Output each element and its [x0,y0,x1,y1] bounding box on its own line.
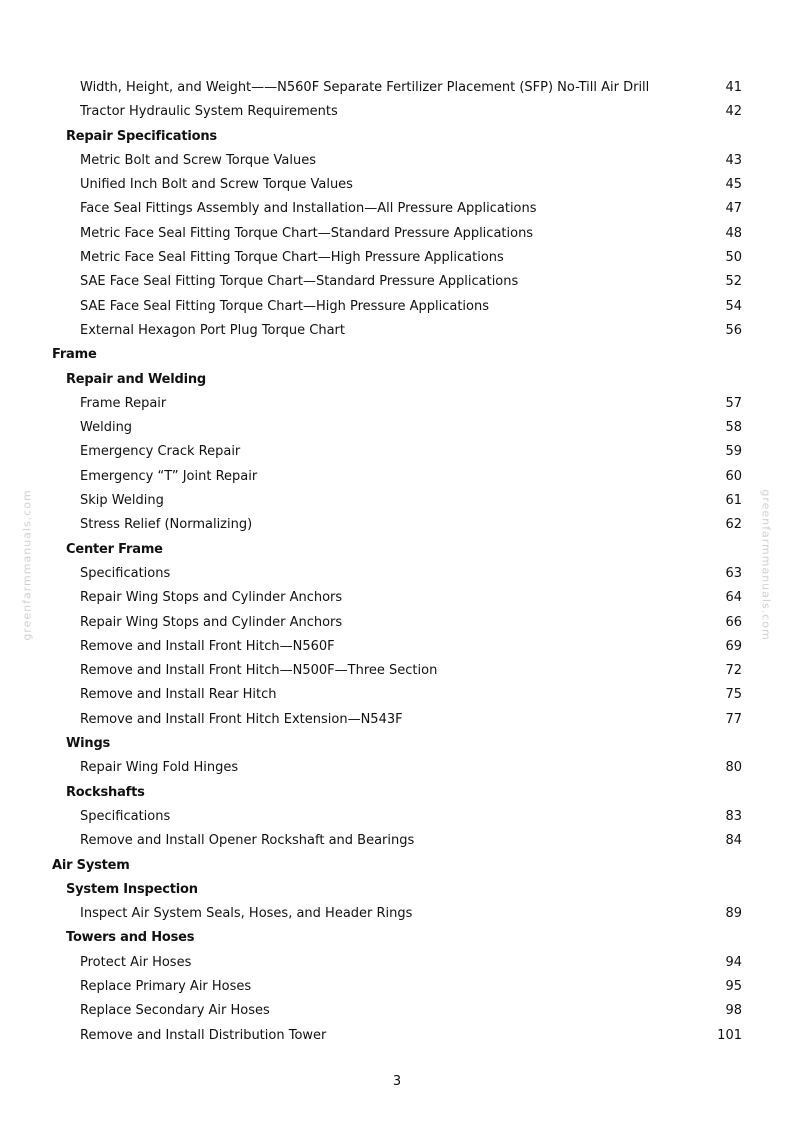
toc-entry-title: Emergency “T” Joint Repair [80,468,258,484]
toc-subsection-heading [0,732,794,756]
toc-entry-page-number: 77 [725,711,742,727]
toc-entry-title: Replace Secondary Air Hoses [80,1003,270,1019]
toc-entry-page-number: 57 [725,395,742,411]
toc-entry[interactable] [0,392,794,416]
toc-entry-title: Repair and Welding [66,371,207,387]
table-of-contents [0,76,794,1048]
toc-entry-title: Remove and Install Opener Rockshaft and Bearings [80,833,415,849]
toc-entry-page-number: 84 [725,833,742,849]
toc-entry[interactable] [0,319,794,343]
toc-entry-page-number: 89 [725,906,742,922]
toc-entry-title: Wings [66,736,111,752]
toc-entry-page-number: 72 [725,663,742,679]
toc-entry-title: Remove and Install Front Hitch—N500F—Three Section [80,663,438,679]
toc-entry-page-number: 95 [725,978,742,994]
toc-entry-title: Unified Inch Bolt and Screw Torque Values [80,177,353,193]
toc-entry[interactable] [0,440,794,464]
toc-entry[interactable] [0,246,794,270]
watermark-left: greenfarmmanuals.com [20,489,34,641]
toc-entry-page-number: 61 [725,493,742,509]
toc-entry-page-number: 62 [725,517,742,533]
toc-entry-title: Specifications [80,808,171,824]
toc-entry-title: Stress Relief (Normalizing) [80,517,253,533]
toc-subsection-heading [0,926,794,950]
toc-entry-title: Face Seal Fittings Assembly and Installation—All Pressure Applications [80,201,537,217]
toc-entry-page-number: 64 [725,590,742,606]
page-number: 3 [392,1074,402,1089]
toc-entry-title: Metric Face Seal Fitting Torque Chart—Standard Pressure Applications [80,225,534,241]
toc-entry-title: Skip Welding [80,493,164,509]
toc-entry-page-number: 50 [725,250,742,266]
toc-entry[interactable] [0,951,794,975]
toc-entry-title: Specifications [80,565,171,581]
toc-entry-title: Frame [52,347,97,363]
toc-entry[interactable] [0,416,794,440]
toc-entry[interactable] [0,76,794,100]
toc-entry-title: Air System [52,857,130,873]
toc-entry[interactable] [0,222,794,246]
toc-entry-page-number: 69 [725,638,742,654]
toc-entry-page-number: 94 [725,954,742,970]
toc-entry-page-number: 41 [725,80,742,95]
toc-entry[interactable] [0,805,794,829]
toc-entry[interactable] [0,756,794,780]
toc-entry-title: Welding [80,420,133,436]
toc-entry-page-number: 56 [725,322,742,338]
toc-entry[interactable] [0,659,794,683]
toc-entry[interactable] [0,999,794,1023]
toc-entry-page-number: 48 [725,225,742,241]
toc-entry-page-number: 83 [725,808,742,824]
toc-entry-page-number: 101 [717,1027,742,1043]
toc-entry-title: Protect Air Hoses [80,954,192,970]
watermark-right: greenfarmmanuals.com [759,489,773,641]
toc-entry[interactable] [0,975,794,999]
toc-subsection-heading [0,538,794,562]
toc-entry[interactable] [0,513,794,537]
toc-entry-page-number: 63 [725,565,742,581]
toc-entry-title: Repair Specifications [66,128,217,144]
toc-section-heading [0,343,794,367]
toc-entry-title: Width, Height, and Weight——N560F Separate Fertilizer Placement (SFP) No-Till Air Drill [80,80,650,95]
toc-entry[interactable] [0,173,794,197]
toc-entry[interactable] [0,562,794,586]
toc-subsection-heading [0,125,794,149]
toc-entry[interactable] [0,829,794,853]
toc-entry-title: Center Frame [66,541,163,557]
toc-entry-title: System Inspection [66,881,198,897]
toc-section-heading [0,854,794,878]
toc-entry-page-number: 58 [725,420,742,436]
toc-entry-title: External Hexagon Port Plug Torque Chart [80,322,345,338]
toc-subsection-heading [0,781,794,805]
toc-entry-page-number: 80 [725,760,742,776]
toc-entry[interactable] [0,1024,794,1048]
toc-entry-page-number: 42 [725,104,742,120]
toc-entry[interactable] [0,635,794,659]
toc-entry-title: SAE Face Seal Fitting Torque Chart—High Pressure Applications [80,298,490,314]
toc-subsection-heading [0,878,794,902]
toc-entry[interactable] [0,100,794,124]
toc-entry-page-number: 52 [725,274,742,290]
toc-entry-title: Metric Bolt and Screw Torque Values [80,152,316,168]
toc-entry[interactable] [0,465,794,489]
toc-entry-title: Repair Wing Stops and Cylinder Anchors [80,590,343,606]
toc-entry-page-number: 60 [725,468,742,484]
toc-entry[interactable] [0,197,794,221]
toc-entry-title: Remove and Install Rear Hitch [80,687,277,703]
toc-entry-page-number: 98 [725,1003,742,1019]
toc-entry-title: Remove and Install Front Hitch Extension—N543F [80,711,403,727]
toc-entry-page-number: 43 [725,152,742,168]
toc-entry-title: Inspect Air System Seals, Hoses, and Header Rings [80,906,413,922]
toc-entry[interactable] [0,611,794,635]
toc-entry[interactable] [0,708,794,732]
toc-entry-title: SAE Face Seal Fitting Torque Chart—Standard Pressure Applications [80,274,519,290]
toc-entry-page-number: 45 [725,177,742,193]
toc-entry[interactable] [0,295,794,319]
toc-entry-page-number: 59 [725,444,742,460]
toc-entry-title: Rockshafts [66,784,145,800]
toc-entry-title: Tractor Hydraulic System Requirements [80,104,338,120]
toc-entry[interactable] [0,149,794,173]
toc-entry-title: Frame Repair [80,395,167,411]
toc-entry[interactable] [0,270,794,294]
toc-entry-page-number: 66 [725,614,742,630]
toc-entry[interactable] [0,902,794,926]
toc-entry-title: Emergency Crack Repair [80,444,241,460]
toc-entry-title: Towers and Hoses [66,930,195,946]
toc-entry[interactable] [0,489,794,513]
toc-entry-title: Metric Face Seal Fitting Torque Chart—High Pressure Applications [80,250,504,266]
toc-entry-page-number: 47 [725,201,742,217]
toc-entry-page-number: 75 [725,687,742,703]
toc-entry-title: Repair Wing Stops and Cylinder Anchors [80,614,343,630]
toc-subsection-heading [0,368,794,392]
toc-entry[interactable] [0,683,794,707]
toc-entry-title: Remove and Install Front Hitch—N560F [80,638,335,654]
toc-entry[interactable] [0,586,794,610]
toc-entry-title: Repair Wing Fold Hinges [80,760,239,776]
toc-entry-title: Replace Primary Air Hoses [80,978,252,994]
toc-entry-page-number: 54 [725,298,742,314]
toc-entry-title: Remove and Install Distribution Tower [80,1027,327,1043]
